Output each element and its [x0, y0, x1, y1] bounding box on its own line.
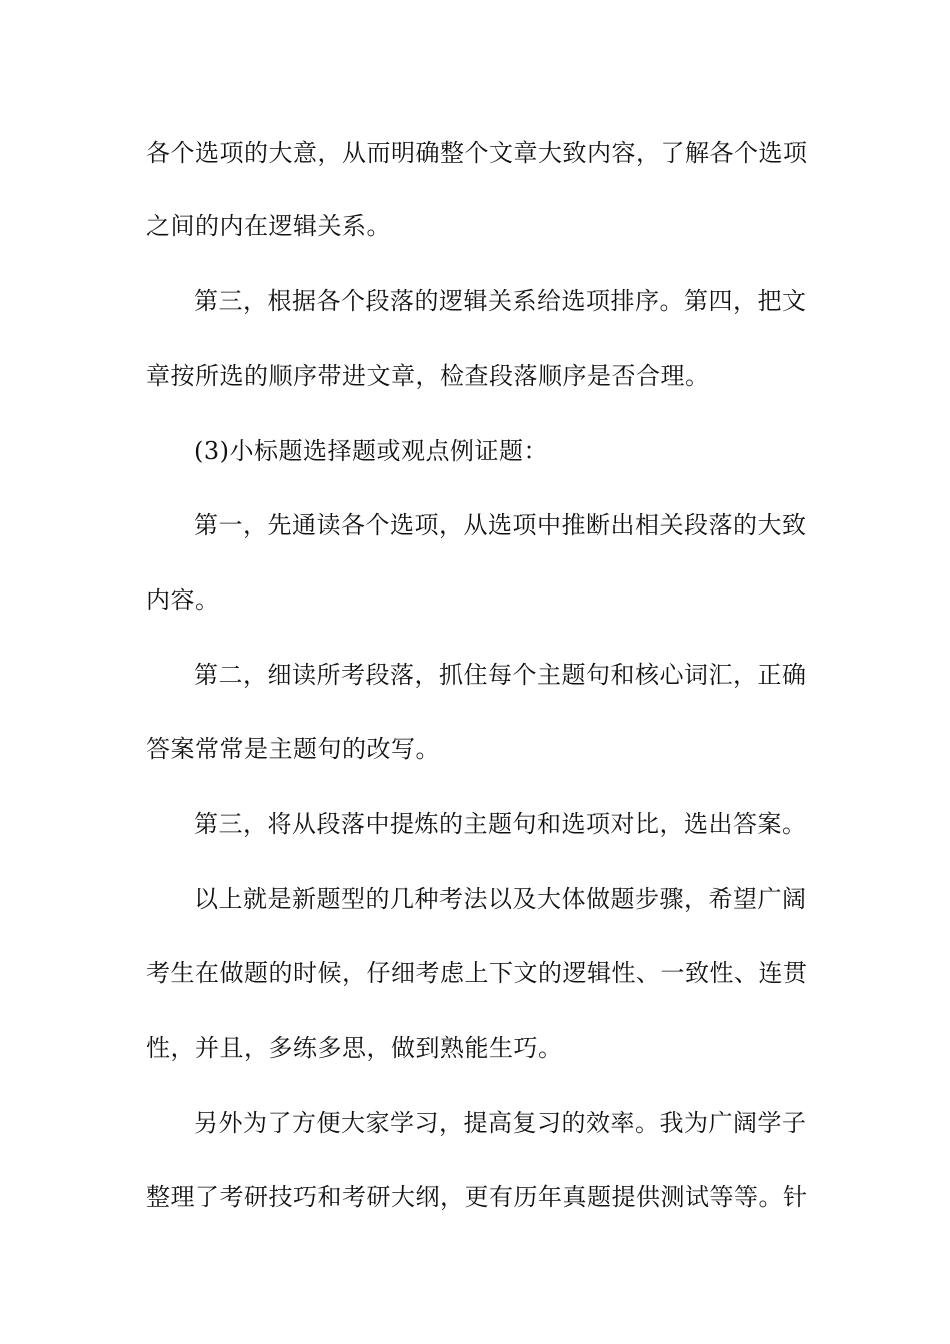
text-line: 答案常常是主题句的改写。 [146, 735, 440, 763]
text-line: 内容。 [146, 586, 220, 614]
paragraph-line: 第三，将从段落中提炼的主题句和选项对比，选出答案。 [194, 810, 807, 838]
text-line: 之间的内在逻辑关系。 [146, 212, 391, 240]
text-line: 考生在做题的时候，仔细考虑上下文的逻辑性、一致性、连贯 [146, 959, 808, 987]
section-heading: (3)小标题选择题或观点例证题： [194, 437, 548, 465]
text-line: 性，并且，多练多思，做到熟能生巧。 [146, 1034, 563, 1062]
text-line: 整理了考研技巧和考研大纲，更有历年真题提供测试等等。针 [146, 1183, 808, 1211]
text-line: 各个选项的大意，从而明确整个文章大致内容，了解各个选项 [146, 139, 808, 167]
paragraph-line: 以上就是新题型的几种考法以及大体做题步骤，希望广阔 [194, 885, 807, 913]
paragraph-line: 另外为了方便大家学习，提高复习的效率。我为广阔学子 [194, 1109, 807, 1137]
paragraph-line: 第二，细读所考段落，抓住每个主题句和核心词汇，正确 [194, 661, 807, 689]
paragraph-line: 第三，根据各个段落的逻辑关系给选项排序。第四，把文 [194, 287, 807, 315]
paragraph-line: 第一，先通读各个选项，从选项中推断出相关段落的大致 [194, 511, 807, 539]
text-line: 章按所选的顺序带进文章，检查段落顺序是否合理。 [146, 362, 710, 390]
